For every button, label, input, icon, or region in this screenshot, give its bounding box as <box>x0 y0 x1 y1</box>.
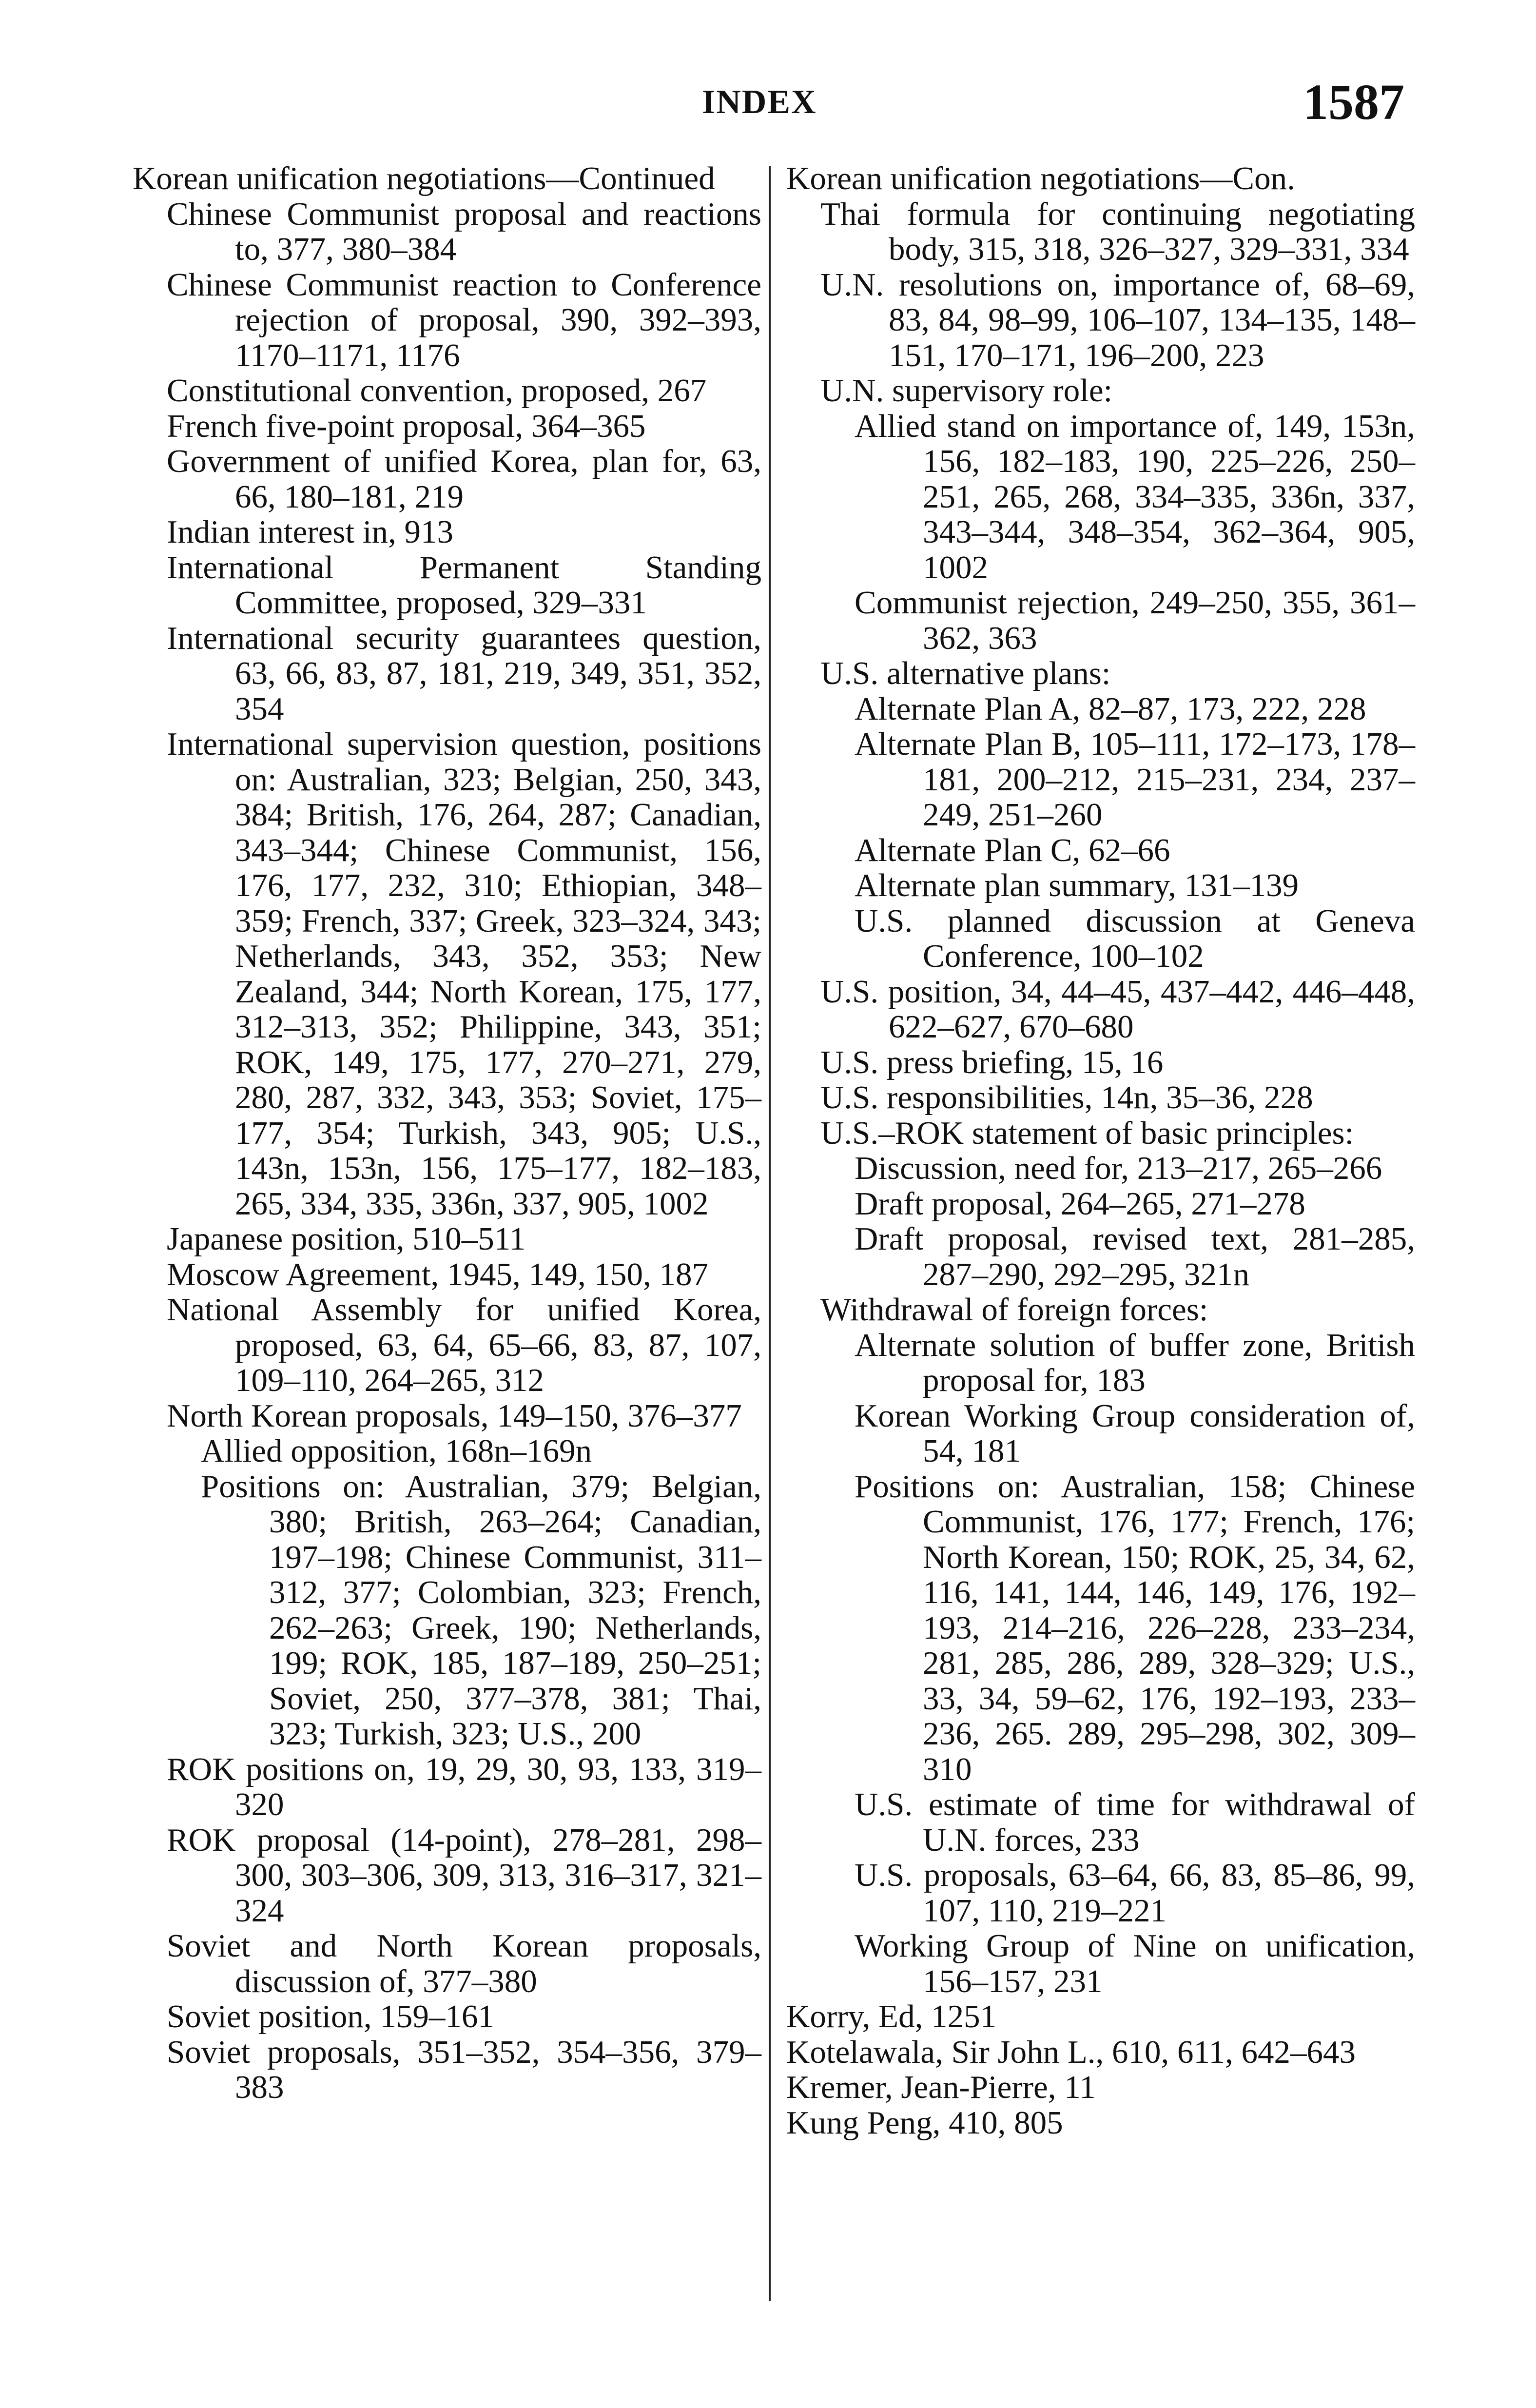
index-column-left <box>133 161 761 2105</box>
index-subentry: Government of unified Korea, plan for, 63, 66, 180–181, 219 <box>167 443 761 515</box>
index-subentry: Chinese Communist reaction to Conference rejection of proposal, 390, 392–393, 1170–1171, 1176 <box>167 266 761 373</box>
index-subentry: U.N. resolutions on, importance of, 68–69, 83, 84, 98–99, 106–107, 134–135, 148–151, 170–171, 196–200, 223 <box>820 266 1415 373</box>
index-subentry: U.S. estimate of time for withdrawal of U.N. forces, 233 <box>855 1786 1415 1858</box>
index-subentry: National Assembly for unified Korea, proposed, 63, 64, 65–66, 83, 87, 107, 109–110, 264–265, 312 <box>167 1292 761 1398</box>
index-subentry: Alternate solution of buffer zone, British proposal for, 183 <box>855 1327 1415 1398</box>
index-subentry: Alternate Plan B, 105–111, 172–173, 178–181, 200–212, 215–231, 234, 237–249, 251–260 <box>855 726 1415 833</box>
index-subentry: U.S. responsibilities, 14n, 35–36, 228 <box>820 1079 1313 1116</box>
column-divider <box>769 166 771 2301</box>
index-subentry: Alternate Plan C, 62–66 <box>855 832 1170 868</box>
index-subentry: U.N. supervisory role: <box>820 372 1113 409</box>
index-subentry: Soviet position, 159–161 <box>167 1998 494 2035</box>
page-number: 1587 <box>1303 74 1404 130</box>
page-header <box>0 73 1536 132</box>
index-subentry: Allied opposition, 168n–169n <box>201 1433 592 1469</box>
running-head: INDEX <box>702 83 817 121</box>
index-subentry: Communist rejection, 249–250, 355, 361–362, 363 <box>855 585 1415 656</box>
index-entry: Kremer, Jean-Pierre, 11 <box>786 2069 1096 2105</box>
index-subentry: International Permanent Standing Committee, proposed, 329–331 <box>167 549 761 621</box>
index-subentry: Soviet proposals, 351–352, 354–356, 379–383 <box>167 2034 761 2105</box>
index-subentry: Working Group of Nine on unification, 156–157, 231 <box>855 1928 1415 1999</box>
index-entry: Korean unification negotiations—Continued <box>133 160 715 196</box>
index-subentry: Chinese Communist proposal and reactions to, 377, 380–384 <box>167 196 761 267</box>
index-subentry: ROK proposal (14-point), 278–281, 298–300, 303–306, 309, 313, 316–317, 321–324 <box>167 1821 761 1929</box>
index-subentry: U.S. planned discussion at Geneva Conference, 100–102 <box>855 902 1415 974</box>
index-subentry: Allied stand on importance of, 149, 153n, 156, 182–183, 190, 225–226, 250–251, 265, 268, 334–335, 336n, 337, 343–344, 348–354, 362–364, 905, 1002 <box>855 408 1415 586</box>
index-entry: Kotelawala, Sir John L., 610, 611, 642–643 <box>786 2034 1356 2070</box>
index-subentry: Discussion, need for, 213–217, 265–266 <box>855 1150 1382 1186</box>
index-subentry: U.S. position, 34, 44–45, 437–442, 446–448, 622–627, 670–680 <box>820 973 1415 1045</box>
index-subentry: Soviet and North Korean proposals, discussion of, 377–380 <box>167 1928 761 1999</box>
index-subentry: Draft proposal, 264–265, 271–278 <box>855 1185 1305 1222</box>
index-subentry: Japanese position, 510–511 <box>167 1221 526 1257</box>
index-subentry: Moscow Agreement, 1945, 149, 150, 187 <box>167 1256 708 1292</box>
index-subentry: U.S. proposals, 63–64, 66, 83, 85–86, 99, 107, 110, 219–221 <box>855 1857 1415 1929</box>
index-subentry: U.S. alternative plans: <box>820 655 1111 691</box>
index-subentry: Draft proposal, revised text, 281–285, 287–290, 292–295, 321n <box>855 1221 1415 1292</box>
index-subentry: Thai formula for continuing negotiating body, 315, 318, 326–327, 329–331, 334 <box>820 196 1415 267</box>
index-entry: Korry, Ed, 1251 <box>786 1998 997 2035</box>
index-subentry: Positions on: Australian, 158; Chinese Communist, 176, 177; French, 176; North Korean, 150; ROK, 25, 34, 62, 116, 141, 144, 146, 149, 176, 192–193, 214–216, 226–228, 233–234, 281, 285, 286, 289, 328–329; U.S., 33, 34, 59–62, 176, 192–193, 233–236, 265. 289, 295–298, 302, 309–310 <box>855 1468 1415 1787</box>
index-subentry: French five-point proposal, 364–365 <box>167 408 646 444</box>
index-subentry: Alternate Plan A, 82–87, 173, 222, 228 <box>855 690 1366 727</box>
index-column-right <box>786 161 1415 2140</box>
index-subentry: Indian interest in, 913 <box>167 514 453 550</box>
index-entry: Korean unification negotiations—Con. <box>786 160 1295 196</box>
index-subentry: U.S. press briefing, 15, 16 <box>820 1044 1164 1080</box>
index-subentry: International supervision question, positions on: Australian, 323; Belgian, 250, 343, 384; British, 176, 264, 287; Canadian, 343–344; Chinese Communist, 156, 176, 177, 232, 310; Ethiopian, 348–359; French, 337; Greek, 323–324, 343; Netherlands, 343, 352, 353; New Zealand, 344; North Korean, 175, 177, 312–313, 352; Philippine, 343, 351; ROK, 149, 175, 177, 270–271, 279, 280, 287, 332, 343, 353; Soviet, 175–177, 354; Turkish, 343, 905; U.S., 143n, 153n, 156, 175–177, 182–183, 265, 334, 335, 336n, 337, 905, 1002 <box>167 726 761 1222</box>
index-subentry: North Korean proposals, 149–150, 376–377 <box>167 1397 742 1434</box>
index-subentry: Positions on: Australian, 379; Belgian, 380; British, 263–264; Canadian, 197–198; Chinese Communist, 311–312, 377; Colombian, 323; French, 262–263; Greek, 190; Netherlands, 199; ROK, 185, 187–189, 250–251; Soviet, 250, 377–378, 381; Thai, 323; Turkish, 323; U.S., 200 <box>201 1468 761 1752</box>
index-subentry: International security guarantees question, 63, 66, 83, 87, 181, 219, 349, 351, 352, 354 <box>167 620 761 727</box>
index-subentry: U.S.–ROK statement of basic principles: <box>820 1115 1354 1151</box>
index-subentry: Constitutional convention, proposed, 267 <box>167 372 707 409</box>
index-subentry: Alternate plan summary, 131–139 <box>855 867 1299 903</box>
index-entry: Kung Peng, 410, 805 <box>786 2104 1063 2141</box>
index-subentry: Korean Working Group consideration of, 54, 181 <box>855 1397 1415 1469</box>
index-subentry: Withdrawal of foreign forces: <box>820 1292 1208 1328</box>
index-subentry: ROK positions on, 19, 29, 30, 93, 133, 319–320 <box>167 1751 761 1822</box>
